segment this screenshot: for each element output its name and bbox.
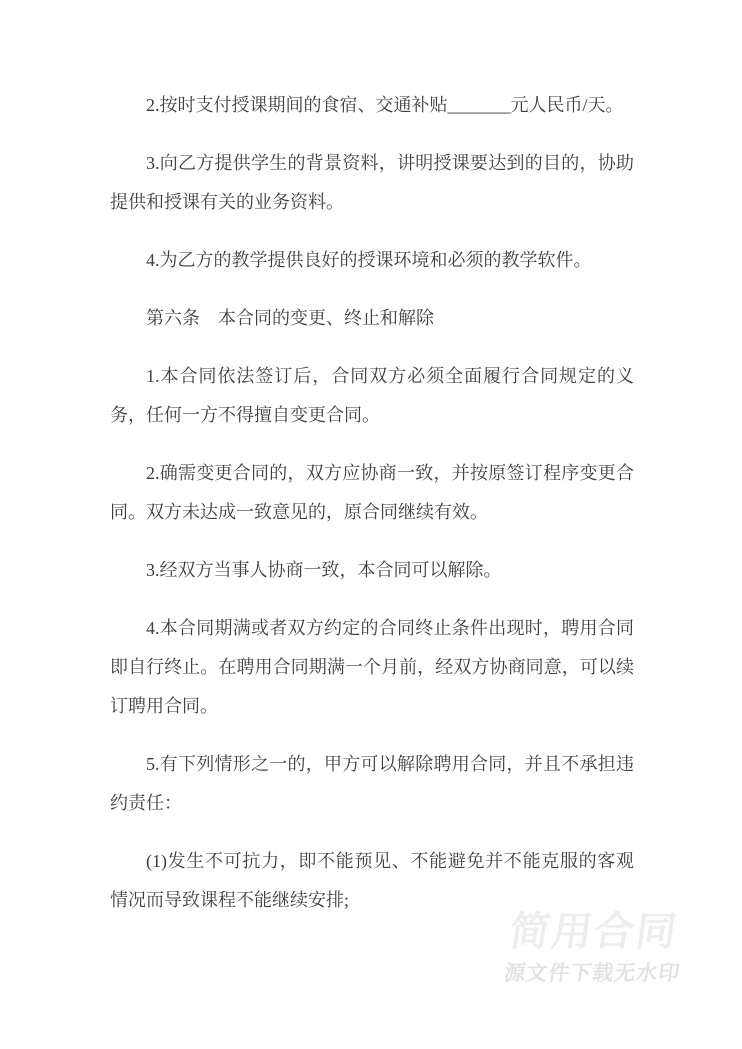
watermark-title: 简用合同 — [507, 910, 682, 954]
clause-6-item-2: 2.确需变更合同的，双方应协商一致，并按原签订程序变更合同。双方未达成一致意见的，原合同继续有效。 — [110, 463, 634, 522]
clause-6-item-1: 1.本合同依法签订后，合同双方必须全面履行合同规定的义务，任何一方不得擅自变更合同。 — [110, 366, 634, 425]
section-heading-article-6: 第六条 本合同的变更、终止和解除 — [146, 308, 434, 328]
watermark-subtitle: 源文件下载无水印 — [502, 962, 682, 985]
clause-6-item-5-sub-1: (1)发生不可抗力，即不能预见、不能避免并不能克服的客观情况而导致课程不能继续安排; — [110, 851, 634, 910]
clause-6-item-3: 3.经双方当事人协商一致，本合同可以解除。 — [146, 560, 502, 580]
clause-5-item-2: 2.按时支付授课期间的食宿、交通补贴_______元人民币/天。 — [146, 95, 624, 115]
clause-5-item-4: 4.为乙方的教学提供良好的授课环境和必须的教学软件。 — [146, 250, 592, 270]
clause-6-item-4: 4.本合同期满或者双方约定的合同终止条件出现时，聘用合同即自行终止。在聘用合同期满一个月前，经双方协商同意，可以续订聘用合同。 — [110, 618, 634, 716]
watermark — [503, 908, 690, 986]
clause-6-item-5: 5.有下列情形之一的，甲方可以解除聘用合同，并且不承担违约责任： — [110, 754, 634, 813]
clause-5-item-3: 3.向乙方提供学生的背景资料，讲明授课要达到的目的，协助提供和授课有关的业务资料。 — [110, 153, 634, 212]
contract-body — [110, 86, 634, 939]
